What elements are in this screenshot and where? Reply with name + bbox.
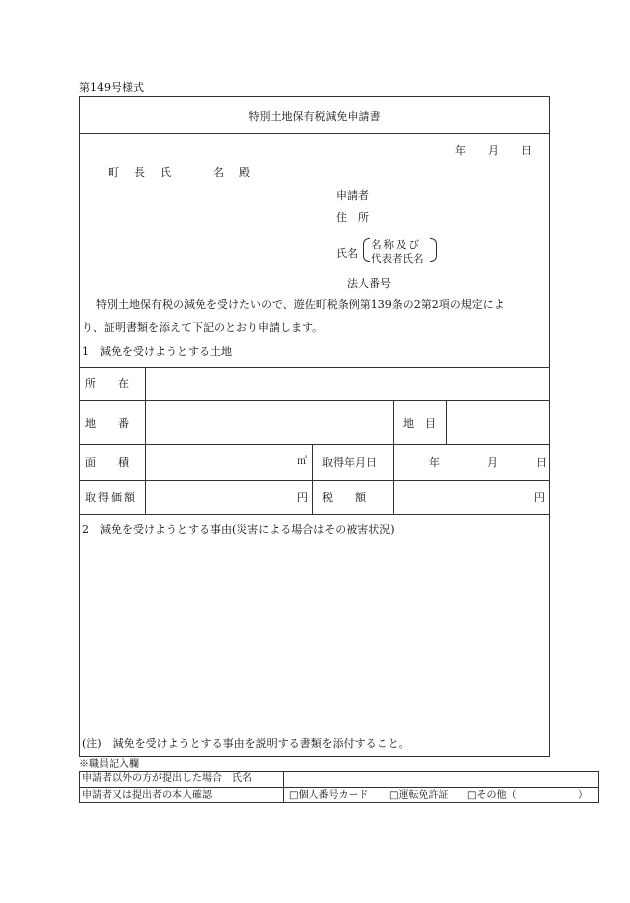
application-text-line1: 特別土地保有税の減免を受けたいので、遊佐町税条例第139条の2第2項の規定によ <box>96 298 505 311</box>
land-row-divider-1 <box>79 400 550 401</box>
land-category-label: 地 目 <box>403 417 436 430</box>
applicant-name-line1: 名称及び <box>371 239 421 251</box>
section2-heading: 2 減免を受けようとする事由(災害による場合はその被害状況) <box>82 523 395 536</box>
acq-year-label: 年 <box>429 456 440 469</box>
location-label: 所 在 <box>85 377 129 390</box>
date-month-label[interactable]: 月 <box>488 144 499 157</box>
application-text-line2: り、証明書類を添えて下記のとおり申請します。 <box>82 321 324 334</box>
acq-day-label: 日 <box>536 456 547 469</box>
area-unit: ㎡ <box>297 456 307 467</box>
land-category-value-divider <box>446 400 447 444</box>
price-unit: 円 <box>297 491 308 504</box>
section1-heading: 1 減免を受けようとする土地 <box>82 345 232 358</box>
form-title: 特別土地保有税減免申請書 <box>248 110 381 123</box>
applicant-label: 申請者 <box>336 189 369 202</box>
name-bracket-left <box>363 238 370 262</box>
applicant-name-prefix: 氏名 <box>336 247 358 260</box>
staff-row-divider <box>79 787 599 788</box>
corporate-number-label[interactable]: 法人番号 <box>347 277 391 290</box>
applicant-address-label[interactable]: 住 所 <box>336 211 369 224</box>
other-checkbox[interactable]: □その他（ <box>467 790 517 801</box>
title-divider <box>79 133 550 134</box>
land-table-bottom <box>79 514 550 515</box>
name-bracket-right <box>430 238 437 262</box>
staff-section-heading: ※職員記入欄 <box>79 759 139 770</box>
tax-amount-label: 税 額 <box>322 491 366 504</box>
application-form-frame <box>79 96 550 757</box>
land-middle-divider <box>312 444 313 514</box>
land-row-divider-3 <box>79 480 550 481</box>
staff-column-divider <box>283 771 284 803</box>
staff-row1-label: 申請者以外の方が提出した場合 氏名 <box>82 773 252 784</box>
tax-unit: 円 <box>534 491 545 504</box>
date-year-label[interactable]: 年 <box>455 144 466 157</box>
other-close-paren: ） <box>578 790 588 801</box>
acquisition-price-label: 取得価額 <box>85 491 137 504</box>
applicant-name-line2[interactable]: 代表者氏名 <box>371 253 424 265</box>
note-text: (注) 減免を受けようとする事由を説明する書類を添付すること。 <box>82 737 410 750</box>
id-card-checkbox[interactable]: □個人番号カード <box>289 790 369 801</box>
lot-number-label: 地 番 <box>85 417 129 430</box>
addressee-mayor: 町 長 氏 <box>108 166 173 179</box>
staff-row2-label: 申請者又は提出者の本人確認 <box>82 790 212 801</box>
date-day-label[interactable]: 日 <box>521 144 532 157</box>
drivers-license-checkbox[interactable]: □運転免許証 <box>389 790 449 801</box>
acquisition-date-label: 取得年月日 <box>322 456 377 469</box>
land-table-top <box>79 367 550 368</box>
form-number: 第149号様式 <box>79 81 144 94</box>
land-row-divider-2 <box>79 444 550 445</box>
addressee-honorific: 名 殿 <box>213 166 252 179</box>
area-label: 面 積 <box>85 456 129 469</box>
land-right-label-divider <box>393 400 394 514</box>
land-label-column-divider <box>145 367 146 514</box>
acq-month-label: 月 <box>487 456 498 469</box>
